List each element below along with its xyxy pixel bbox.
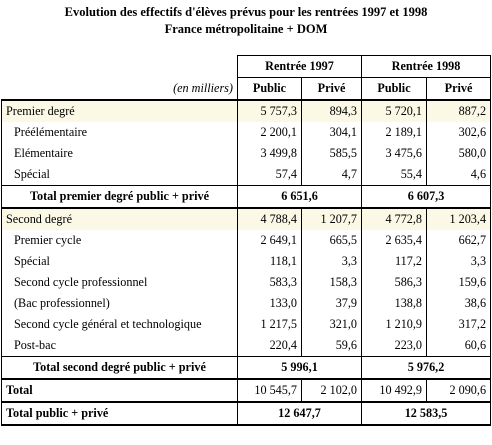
row-label: Second degré	[2, 208, 238, 230]
row-label: Elémentaire	[2, 143, 238, 164]
subtotal-1997: 6 651,6	[238, 186, 362, 209]
unit-note: (en milliers)	[2, 78, 238, 101]
table-row: Premier degré 5 757,3 894,3 5 720,1 887,2	[2, 100, 491, 122]
total-row: Total 10 545,7 2 102,0 10 492,9 2 090,6	[2, 379, 491, 402]
total-label: Total	[2, 379, 238, 402]
row-label: Premier cycle	[2, 230, 238, 251]
table-row: Préélémentaire 2 200,1 304,1 2 189,1 302,6	[2, 122, 491, 143]
header-row-sectors	[2, 78, 491, 101]
header-public-1998: Public	[362, 78, 427, 101]
enrollment-table	[1, 55, 491, 426]
table-row: Post-bac 220,4 59,6 223,0 60,6	[2, 335, 491, 357]
header-rentree-1998: Rentrée 1998	[362, 56, 491, 78]
header-rentree-1997: Rentrée 1997	[238, 56, 362, 78]
table-row: Elémentaire 3 499,8 585,5 3 475,6 580,0	[2, 143, 491, 164]
table-row: Premier cycle 2 649,1 665,5 2 635,4 662,7	[2, 230, 491, 251]
subtotal-row-premier	[2, 186, 491, 209]
table-row: Second degré 4 788,4 1 207,7 4 772,8 1 203,4	[2, 208, 491, 230]
header-row-years	[2, 56, 491, 78]
subtotal-label: Total premier degré public + privé	[2, 186, 238, 209]
subtotal-1998: 6 607,3	[362, 186, 491, 209]
grand-total-1998: 12 583,5	[362, 402, 491, 425]
grand-total-row	[2, 402, 491, 425]
grand-total-label: Total public + privé	[2, 402, 238, 425]
table-subtitle: France métropolitaine + DOM	[164, 22, 328, 36]
grand-total-1997: 12 647,7	[238, 402, 362, 425]
header-prive-1997: Privé	[302, 78, 362, 101]
subtotal-1997: 5 996,1	[238, 357, 362, 380]
row-label: Second cycle général et technologique	[2, 314, 238, 335]
header-public-1997: Public	[238, 78, 302, 101]
subtotal-label: Total second degré public + privé	[2, 357, 238, 380]
table-row: Second cycle professionnel 583,3 158,3 586,3 159,6	[2, 272, 491, 293]
table-row: Second cycle général et technologique 1 217,5 321,0 1 210,9 317,2	[2, 314, 491, 335]
header-prive-1998: Privé	[427, 78, 491, 101]
row-label: Post-bac	[2, 335, 238, 357]
row-label: Second cycle professionnel	[2, 272, 238, 293]
subtotal-1998: 5 976,2	[362, 357, 491, 380]
row-label: Spécial	[2, 164, 238, 186]
table-row: (Bac professionnel) 133,0 37,9 138,8 38,6	[2, 293, 491, 314]
row-label: Préélémentaire	[2, 122, 238, 143]
table-title: Evolution des effectifs d'élèves prévus pour les rentrées 1997 et 1998	[64, 5, 428, 19]
row-label: (Bac professionnel)	[2, 293, 238, 314]
row-label: Spécial	[2, 251, 238, 272]
row-label: Premier degré	[2, 100, 238, 122]
table-row: Spécial 57,4 4,7 55,4 4,6	[2, 164, 491, 186]
table-row: Spécial 118,1 3,3 117,2 3,3	[2, 251, 491, 272]
subtotal-row-second	[2, 357, 491, 380]
